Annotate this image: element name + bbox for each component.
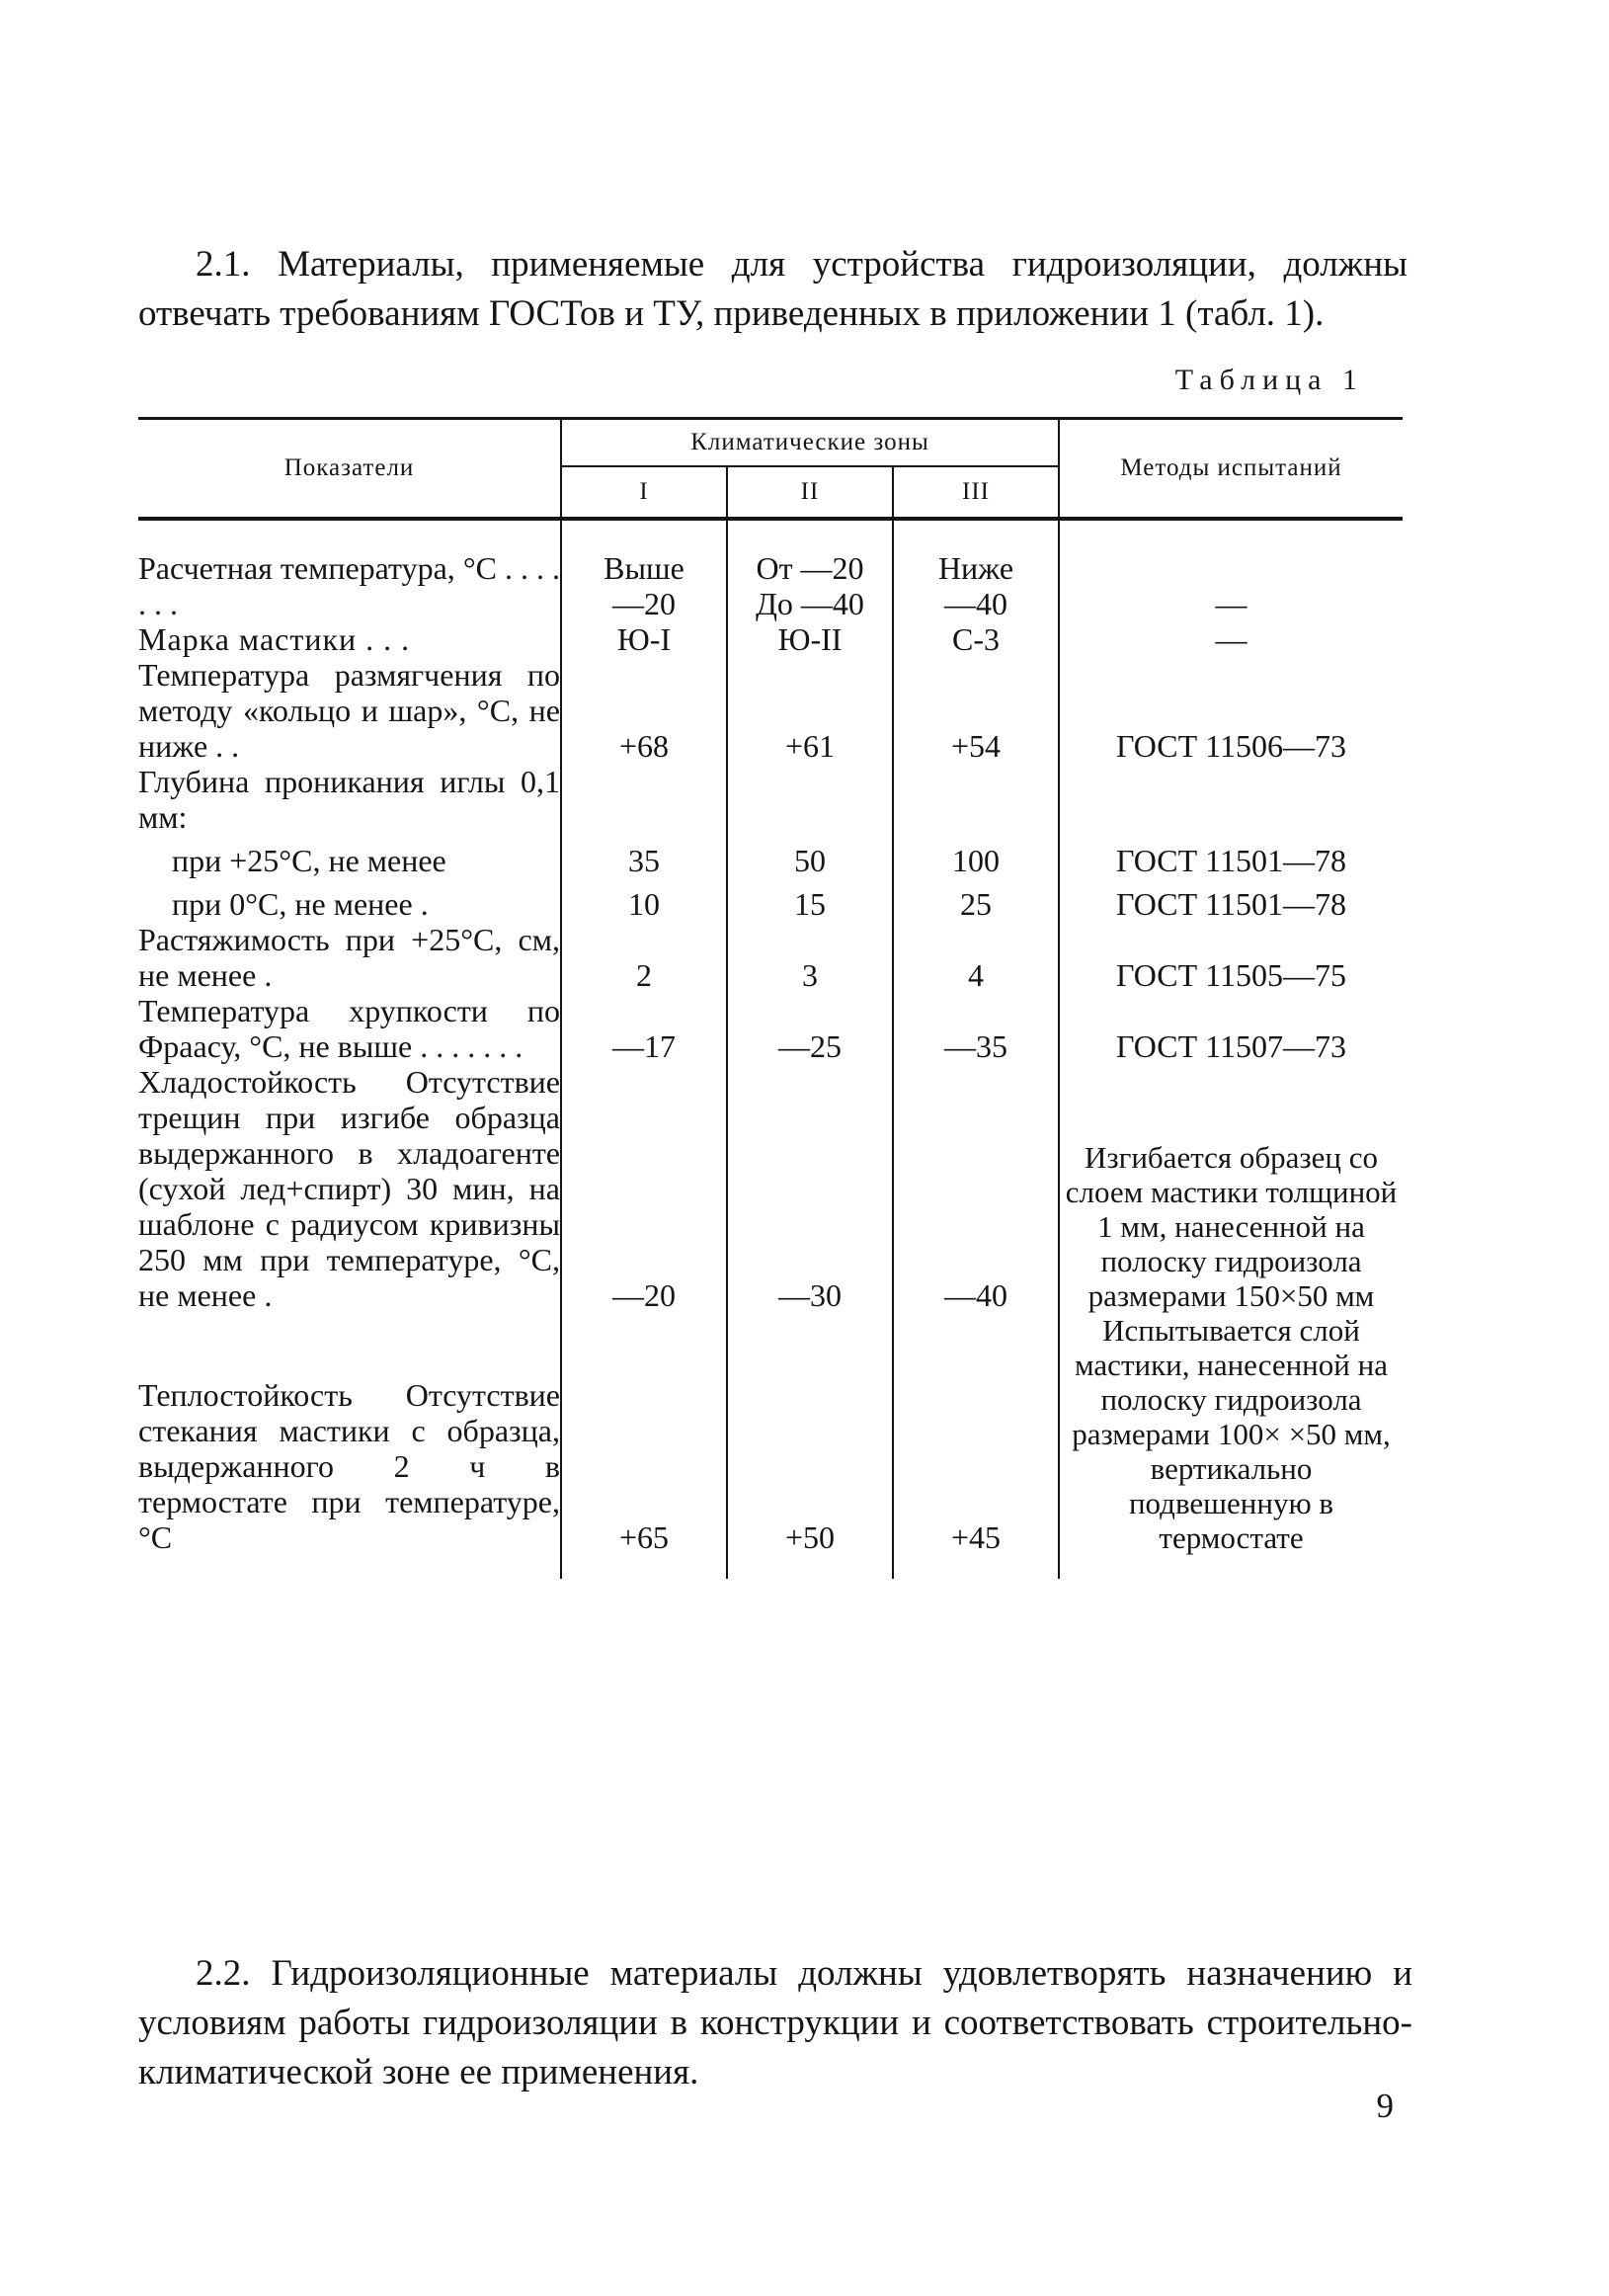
method-cell: — [1059, 519, 1403, 621]
indicator-subitem: при +25°С, не менее [172, 843, 446, 878]
zone-2-line-1: От —20 [756, 550, 864, 586]
method-cell: — [1059, 621, 1403, 657]
header-indicators: Показатели [138, 419, 561, 520]
header-zone-3: III [893, 466, 1059, 519]
zone-2-cell: 3 [727, 922, 893, 993]
indicator-subitem: при 0°С, не менее . [172, 886, 429, 922]
zone-2-line-2: До —40 [756, 586, 864, 621]
zone-1-cell: 2 [561, 922, 727, 993]
indicator-cell: Хладостойкость Отсутствие трещин при изгибе образца выдержанного в хладоагенте (сухой лед+спирт) 30 мин, на шаблоне с радиусом кривизны 250 мм при температуре, °С, не менее . [138, 1064, 560, 1313]
zone-3-cell: —40 [893, 1064, 1059, 1313]
page-number: 9 [1376, 2087, 1394, 2125]
header-methods: Методы испытаний [1059, 419, 1403, 520]
zone-2-cell: 50 [727, 835, 893, 878]
zone-2-cell [727, 519, 893, 621]
method-cell: Изгибается образец со слоем мастики толщиной 1 мм, нанесенной на полоску гидроизола размерами 150×50 мм [1059, 1064, 1403, 1313]
table-row [138, 1313, 1403, 1579]
header-climatic-zones: Климатические зоны [561, 419, 1059, 467]
paragraph-2-1: 2.1. Материалы, применяемые для устройства гидроизоляции, должны отвечать требованиям ГОСТов и ТУ, приведенных в приложении 1 (табл. 1). [138, 244, 1408, 334]
table-row [138, 657, 1403, 764]
zone-3-cell [893, 519, 1059, 621]
zone-3-cell: +45 [893, 1313, 1059, 1579]
indicator-cell: Расчетная температура, °С . . . . . . . [138, 550, 560, 621]
zone-2-cell [727, 764, 893, 835]
method-cell: Испытывается слой мастики, нанесенной на полоску гидроизола размерами 100× ×50 мм, вертикально подвешенную в термостате [1059, 1313, 1403, 1579]
zone-2-cell: +50 [727, 1313, 893, 1579]
zone-2-cell: —30 [727, 1064, 893, 1313]
zone-2-cell: +61 [727, 657, 893, 764]
indicator-cell [138, 835, 561, 878]
indicator-cell [138, 878, 561, 922]
table-row [138, 835, 1403, 878]
header-zone-2: II [727, 466, 893, 519]
zone-3-line-2: —40 [944, 586, 1007, 621]
zone-1-cell [561, 519, 727, 621]
zone-1-cell: —17 [561, 993, 727, 1064]
indicator-cell: Марка мастики . . . [138, 621, 411, 657]
table-row [138, 764, 1403, 835]
indicator-cell: Температура размягчения по методу «кольцо и шар», °С, не ниже . . [138, 657, 560, 764]
paragraph-2-2: 2.2. Гидроизоляционные материалы должны удовлетворять назначению и условиям работы гидроизоляции в конструкции и соответствовать строительно-климатической зоне ее применения. [138, 1953, 1412, 2092]
method-cell [1059, 764, 1403, 835]
indicator-cell: Растяжимость при +25°С, см, не менее . [138, 922, 560, 993]
zone-1-cell: +68 [561, 657, 727, 764]
zone-1-cell: 35 [561, 835, 727, 878]
table-row [138, 519, 1403, 621]
indicator-cell: Глубина проникания иглы 0,1 мм: [138, 764, 560, 835]
zone-2-cell: —25 [727, 993, 893, 1064]
indicator-cell: Теплостойкость Отсутствие стекания мастики с образца, выдержанного 2 ч в термостате при температуре, °С [138, 1377, 560, 1555]
table-row [138, 993, 1403, 1064]
zone-3-cell: +54 [893, 657, 1059, 764]
zone-1-cell: Ю-I [561, 621, 727, 657]
zone-1-cell: —20 [561, 1064, 727, 1313]
zone-3-cell: 4 [893, 922, 1059, 993]
zone-2-cell: 15 [727, 878, 893, 922]
header-zone-1: I [561, 466, 727, 519]
method-cell: ГОСТ 11501—78 [1059, 878, 1403, 922]
requirements-table [138, 417, 1403, 1579]
indicator-cell: Температура хрупкости по Фраасу, °С, не выше . . . . . . . [138, 993, 560, 1064]
zone-1-cell: +65 [561, 1313, 727, 1579]
zone-3-cell [893, 764, 1059, 835]
zone-3-cell: 100 [893, 835, 1059, 878]
zone-1-line-1: Выше [603, 550, 684, 586]
table-row [138, 922, 1403, 993]
zone-1-line-2: —20 [612, 586, 676, 621]
zone-3-cell: С-3 [893, 621, 1059, 657]
zone-2-cell: Ю-II [727, 621, 893, 657]
zone-3-line-1: Ниже [937, 550, 1014, 586]
zone-1-cell: 10 [561, 878, 727, 922]
zone-3-cell: —35 [893, 993, 1059, 1064]
zone-1-cell [561, 764, 727, 835]
table-caption: Таблица 1 [1174, 364, 1364, 396]
zone-3-cell: 25 [893, 878, 1059, 922]
table-row [138, 621, 1403, 657]
method-cell: ГОСТ 11507—73 [1059, 993, 1403, 1064]
method-cell: ГОСТ 11501—78 [1059, 835, 1403, 878]
method-cell: ГОСТ 11506—73 [1059, 657, 1403, 764]
table-row [138, 878, 1403, 922]
method-cell: ГОСТ 11505—75 [1059, 922, 1403, 993]
table-row [138, 1064, 1403, 1313]
